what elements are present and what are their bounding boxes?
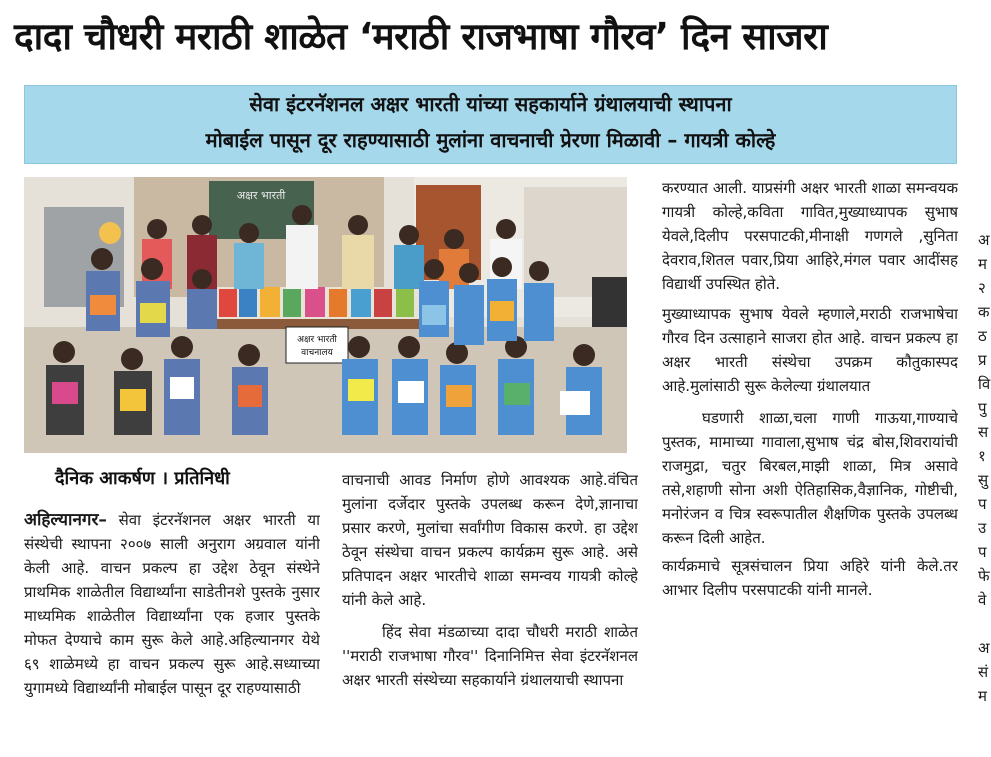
- dateline: अहिल्यानगर–: [24, 510, 107, 530]
- column-2-paragraph-1: वाचनाची आवड निर्माण होणे आवश्यक आहे.वंचित मुलांना दर्जेदार पुस्तके उपलब्ध करून देणे,ज्ञानाचा प्रसार करणे, मुलांचा सर्वांगीण विकास करणे. हा उद्देश ठेवून संस्थेचा वाचन प्रकल्प कार्यक्रम सुरू आहे. असे प्रतिपादन अक्षर भारतीचे शाळा समन्वय गायत्री कोल्हे यांनी केले आहे.: [342, 471, 638, 609]
- edge-char: पु: [978, 399, 987, 417]
- edge-char: वे: [978, 591, 987, 609]
- edge-char: प: [978, 543, 987, 561]
- edge-char: उ: [978, 519, 987, 537]
- headline: दादा चौधरी मराठी शाळेत ‘मराठी राजभाषा गौरव’ दिन साजरा: [14, 15, 828, 58]
- article-column-3: [662, 176, 958, 757]
- edge-char: [978, 612, 991, 636]
- subheadline-box: [24, 85, 957, 164]
- edge-char: ठ: [978, 327, 987, 345]
- board-text: अक्षर भारती: [236, 189, 286, 202]
- subheadline-line-2: मोबाईल पासून दूर राहण्यासाठी मुलांना वाचनाची प्रेरणा मिळावी – गायत्री कोल्हे: [205, 128, 776, 152]
- edge-char: १: [978, 447, 986, 465]
- column-1-text: सेवा इंटरनॅशनल अक्षर भारती या संस्थेची स्थापना २००७ साली अनुराग अग्रवाल यांनी केली आहे. वाचन प्रकल्प हा उद्देश ठेवून संस्थेने प्राथमिक शाळेतील विद्यार्थ्यांना साडेतीनशे पुस्तके नुसार माध्यमिक शाळेतील विद्यार्थ्यांना एक हजार पुस्तके मोफत देण्याचे काम सुरू केले आहे.अहिल्यानगर येथे ६९ शाळेमध्ये हा वाचन प्रकल्प सुरू आहे.सध्याच्या युगामध्ये विद्यार्थ्यांनी मोबाईल पासून दूर राहण्यासाठी: [24, 511, 320, 697]
- column-3-paragraph-4: कार्यक्रमाचे सूत्रसंचालन प्रिया अहिरे यांनी केले.तर आभार दिलीप परसपाटकी यांनी मानले.: [662, 557, 958, 599]
- edge-char: सं: [978, 663, 989, 681]
- article-column-1: [24, 508, 320, 757]
- byline: दैनिक आकर्षण । प्रतिनिधी: [55, 468, 230, 489]
- edge-char: म: [978, 687, 987, 705]
- edge-char: प्र: [978, 351, 987, 369]
- subheadline-line-1: सेवा इंटरनॅशनल अक्षर भारती यांच्या सहकार्याने ग्रंथालयाची स्थापना: [249, 92, 732, 116]
- edge-char: स: [978, 423, 989, 441]
- banner-line-1: अक्षर भारती: [297, 335, 337, 345]
- event-photo: [24, 177, 627, 453]
- edge-char: अ: [978, 231, 990, 249]
- column-2-paragraph-2: हिंद सेवा मंडळाच्या दादा चौधरी मराठी शाळेत ''मराठी राजभाषा गौरव'' दिनानिमित्त सेवा इंटरनॅशनल अक्षर भारती संस्थेच्या सहकार्याने ग्रंथालयाची स्थापना: [342, 623, 638, 689]
- column-3-paragraph-1: करण्यात आली. याप्रसंगी अक्षर भारती शाळा समन्वयक गायत्री कोल्हे,कविता गावित,मुख्याध्यापक सुभाष येवले,दिलीप परसपाटकी,मीनाक्षी गणगले ,सुनिता देवराव,शितल पवार,प्रिया आहिरे,मंगल पवार आदींसह विद्यार्थी उपस्थित होते.: [662, 179, 958, 293]
- column-3-paragraph-3: घडणारी शाळा,चला गाणी गाऊया,गाण्याचे पुस्तक, मामाच्या गावाला,सुभाष चंद्र बोस,शिवरायांची राजमुद्रा, चतुर बिरबल,माझी शाळा, मित्र असावे तसे,शहाणी सोना अशी ऐतिहासिक,वैज्ञानिक, गोष्टीची, मनोरंजन व चित्र स्वरूपातील शैक्षणिक पुस्तके उपलब्ध करून दिली आहेत.: [662, 409, 958, 547]
- edge-char: सु: [978, 471, 989, 489]
- edge-char: म: [978, 255, 987, 273]
- edge-char: वि: [978, 375, 991, 393]
- banner-line-2: वाचनालय: [301, 348, 333, 358]
- edge-char: प: [978, 495, 987, 513]
- edge-char: फे: [978, 567, 990, 585]
- edge-char: २: [978, 279, 986, 297]
- column-3-paragraph-2: मुख्याध्यापक सुभाष येवले म्हणाले,मराठी राजभाषेचा गौरव दिन उत्साहाने साजरा होत आहे. वाचन प्रकल्प हा अक्षर भारती संस्थेचा उपक्रम कौतुकास्पद आहे.मुलांसाठी सुरू केलेल्या ग्रंथालयात: [662, 305, 958, 395]
- edge-char: क: [978, 303, 990, 321]
- article-column-2: [342, 468, 638, 757]
- adjacent-column-fragment: [978, 228, 991, 757]
- edge-char: अ: [978, 639, 990, 657]
